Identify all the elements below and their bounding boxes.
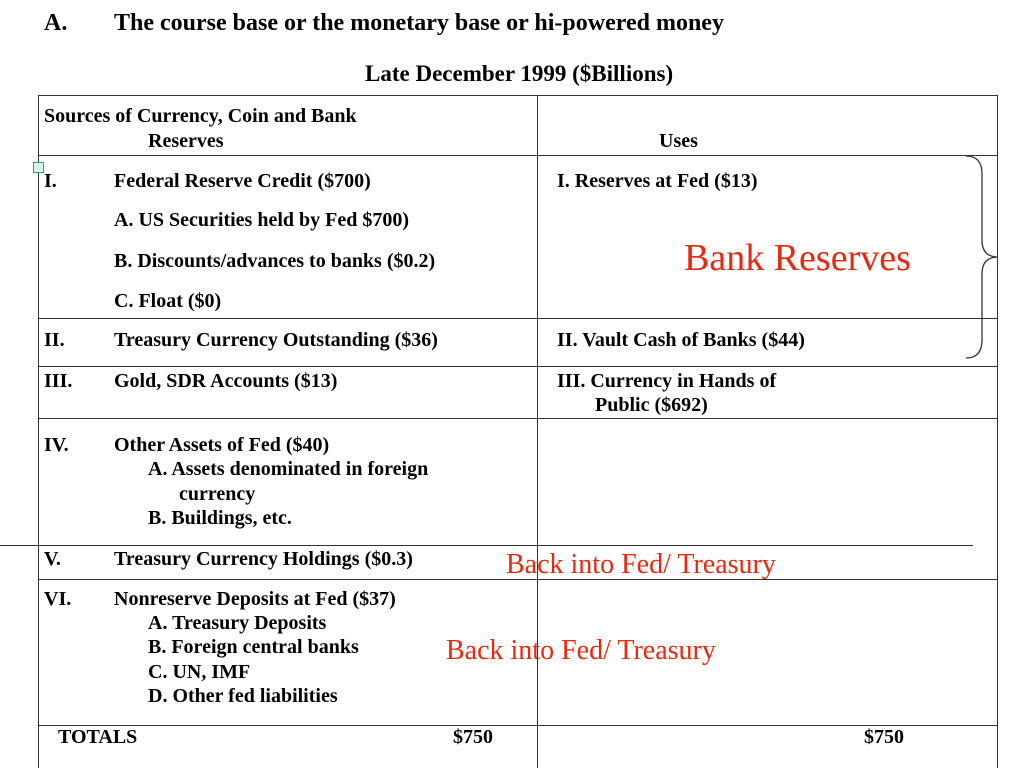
source-subitem: B. Foreign central banks <box>148 636 359 658</box>
sources-header-cont: Reserves <box>148 130 224 152</box>
page-title: The course base or the monetary base or hi-powered money <box>114 10 724 36</box>
source-subitem: C. Float ($0) <box>114 290 222 312</box>
use-item-cont: Public ($692) <box>595 394 708 416</box>
table-divider <box>38 366 998 367</box>
table-divider <box>38 318 998 319</box>
row-num: III. <box>44 370 73 392</box>
back-into-fed-annotation: Back into Fed/ Treasury <box>506 549 776 580</box>
row-num: V. <box>44 548 61 570</box>
table-border-left <box>38 95 39 768</box>
table-divider <box>38 725 998 726</box>
source-subitem: A. Treasury Deposits <box>148 612 327 634</box>
heading-letter: A. <box>44 10 68 36</box>
row-num: VI. <box>44 588 72 610</box>
row-num: IV. <box>44 434 69 456</box>
page-subtitle: Late December 1999 ($Billions) <box>365 61 674 86</box>
table-column-divider <box>537 95 538 768</box>
bank-reserves-annotation: Bank Reserves <box>684 237 911 279</box>
totals-label: TOTALS <box>58 726 138 748</box>
source-item: Gold, SDR Accounts ($13) <box>114 370 338 392</box>
curly-brace-icon <box>962 154 1002 360</box>
source-subitem-cont: currency <box>179 483 256 505</box>
use-item: III. Currency in Hands of <box>557 370 777 392</box>
totals-uses-value: $750 <box>864 726 904 748</box>
table-border-top <box>38 95 998 96</box>
source-item: Treasury Currency Outstanding ($36) <box>114 329 438 351</box>
source-item: Other Assets of Fed ($40) <box>114 434 330 456</box>
table-divider <box>38 155 998 156</box>
row-num: II. <box>44 329 65 351</box>
source-subitem: A. Assets denominated in foreign <box>148 458 429 480</box>
row-num: I. <box>44 170 57 192</box>
sources-header: Sources of Currency, Coin and Bank <box>44 105 357 127</box>
source-subitem: D. Other fed liabilities <box>148 685 338 707</box>
source-item: Federal Reserve Credit ($700) <box>114 170 371 192</box>
source-subitem: B. Buildings, etc. <box>148 507 292 529</box>
source-subitem: C. UN, IMF <box>148 661 251 683</box>
uses-header: Uses <box>659 130 698 152</box>
back-into-fed-line <box>0 545 973 546</box>
use-item: I. Reserves at Fed ($13) <box>557 170 758 192</box>
source-subitem: A. US Securities held by Fed $700) <box>114 209 409 231</box>
totals-sources-value: $750 <box>453 726 493 748</box>
back-into-fed-annotation: Back into Fed/ Treasury <box>446 635 716 666</box>
bullet-icon <box>33 162 44 173</box>
source-subitem: B. Discounts/advances to banks ($0.2) <box>114 250 436 272</box>
use-item: II. Vault Cash of Banks ($44) <box>557 329 805 351</box>
source-item: Treasury Currency Holdings ($0.3) <box>114 548 413 570</box>
table-divider <box>38 418 998 419</box>
source-item: Nonreserve Deposits at Fed ($37) <box>114 588 396 610</box>
